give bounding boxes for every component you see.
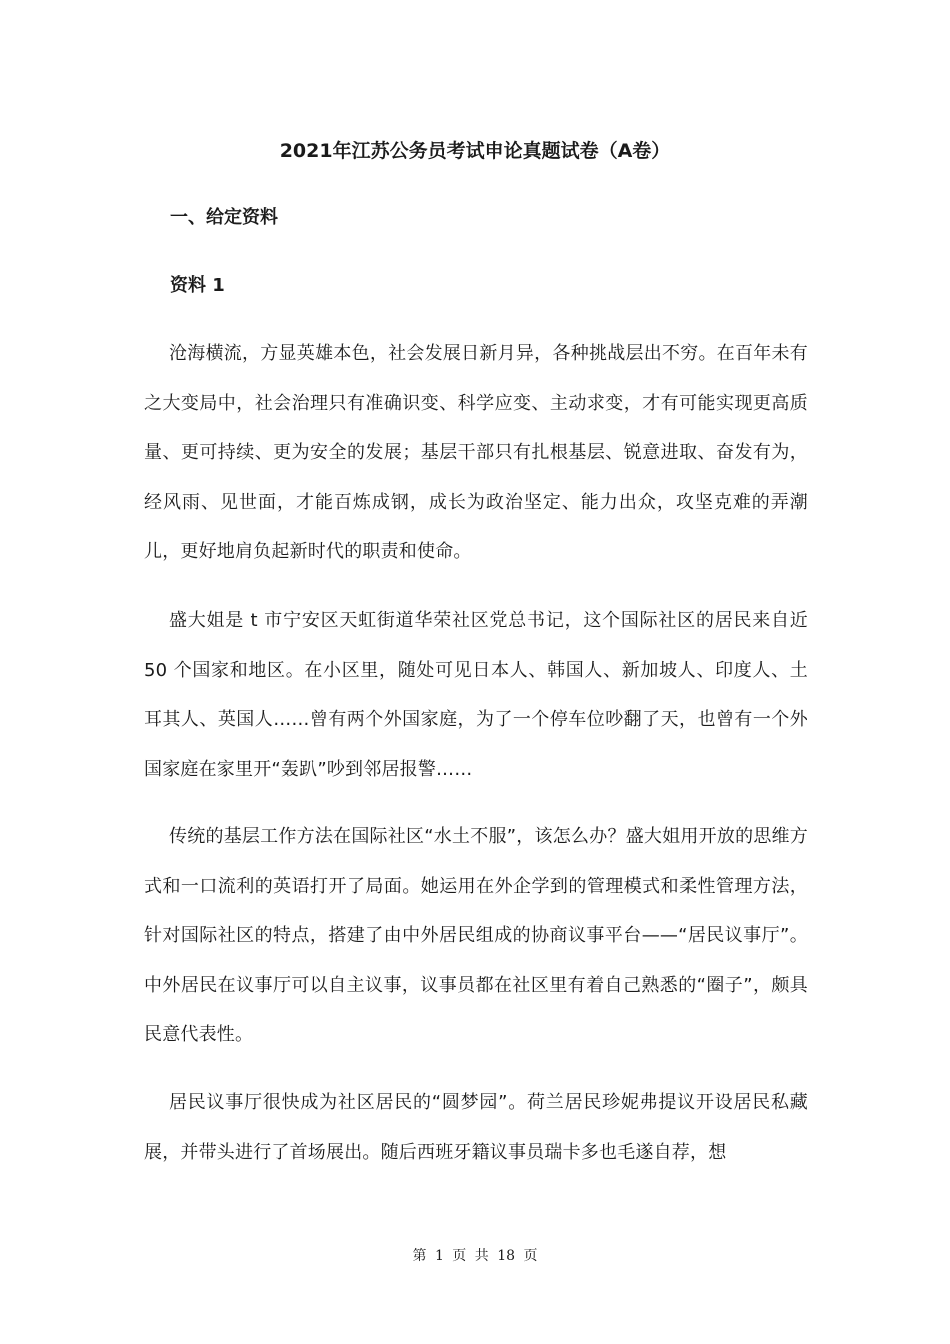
paragraph: 居民议事厅很快成为社区居民的“圆梦园”。荷兰居民珍妮弗提议开设居民私藏展，并带头进行了首场展出。随后西班牙籍议事员瑞卡多也毛遂自荐，想 — [144, 1092, 808, 1163]
paragraph: 盛大姐是 t 市宁安区天虹街道华荣社区党总书记，这个国际社区的居民来自近 50 个国家和地区。在小区里，随处可见日本人、韩国人、新加坡人、印度人、土耳其人、英国人……曾有两个外国家庭，为了一个停车位吵翻了天，也曾有一个外国家庭在家里开“轰趴”吵到邻居报警…… — [144, 610, 808, 780]
paragraph: 沧海横流，方显英雄本色，社会发展日新月异，各种挑战层出不穷。在百年未有之大变局中，社会治理只有准确识变、科学应变、主动求变，才有可能实现更高质量、更可持续、更为安全的发展；基层干部只有扎根基层、锐意进取、奋发有为，经风雨、见世面，才能百炼成钢，成长为政治坚定、能力出众，攻坚克难的弄潮儿，更好地肩负起新时代的职责和使命。 — [144, 343, 808, 562]
material-heading: 资料 1 — [170, 275, 225, 296]
paragraph: 传统的基层工作方法在国际社区“水土不服”，该怎么办？盛大姐用开放的思维方式和一口流利的英语打开了局面。她运用在外企学到的管理模式和柔性管理方法，针对国际社区的特点，搭建了由中外居民组成的协商议事平台——“居民议事厅”。中外居民在议事厅可以自主议事，议事员都在社区里有着自己熟悉的“圈子”，颇具民意代表性。 — [144, 826, 808, 1045]
page-number-footer: 第 1 页 共 18 页 — [412, 1248, 538, 1264]
section-heading: 一、给定资料 — [170, 207, 278, 228]
document-title: 2021年江苏公务员考试申论真题试卷（A卷） — [279, 140, 671, 162]
